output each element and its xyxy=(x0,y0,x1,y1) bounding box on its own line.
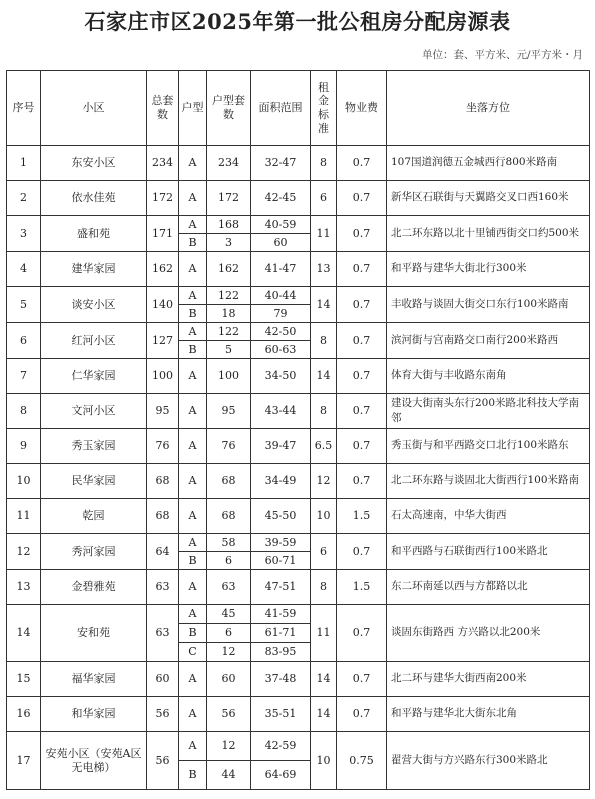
cell-type: A xyxy=(179,732,207,761)
table-row xyxy=(7,662,590,697)
cell-type-count: 44 xyxy=(207,761,251,790)
cell-name: 仁华家园 xyxy=(41,359,147,394)
header-address: 坐落方位 xyxy=(387,71,590,146)
cell-no: 2 xyxy=(7,181,41,216)
table-row xyxy=(7,499,590,534)
cell-area: 60-63 xyxy=(251,341,311,359)
cell-area: 83-95 xyxy=(251,643,311,662)
cell-name: 谈安小区 xyxy=(41,287,147,323)
header-fee: 物业费 xyxy=(337,71,387,146)
cell-type-count: 6 xyxy=(207,624,251,643)
cell-name: 秀玉家园 xyxy=(41,429,147,464)
cell-area: 34-50 xyxy=(251,359,311,394)
header-no: 序号 xyxy=(7,71,41,146)
cell-total: 140 xyxy=(147,287,179,323)
cell-type: A xyxy=(179,570,207,605)
cell-total: 56 xyxy=(147,732,179,790)
cell-address: 滨河街与宫南路交口南行200米路西 xyxy=(387,323,590,359)
cell-rent: 11 xyxy=(311,605,337,662)
cell-name: 东安小区 xyxy=(41,146,147,181)
cell-type-count: 68 xyxy=(207,464,251,499)
cell-fee: 0.7 xyxy=(337,429,387,464)
cell-no: 12 xyxy=(7,534,41,570)
cell-type-count: 3 xyxy=(207,234,251,252)
cell-type-count: 76 xyxy=(207,429,251,464)
cell-rent: 10 xyxy=(311,499,337,534)
cell-no: 9 xyxy=(7,429,41,464)
cell-address: 北二环与建华大街西南200米 xyxy=(387,662,590,697)
cell-type: A xyxy=(179,429,207,464)
cell-rent: 11 xyxy=(311,216,337,252)
header-type-count: 户型套数 xyxy=(207,71,251,146)
cell-name: 和华家园 xyxy=(41,697,147,732)
cell-rent: 6.5 xyxy=(311,429,337,464)
cell-type: A xyxy=(179,499,207,534)
cell-total: 95 xyxy=(147,394,179,429)
cell-name: 民华家园 xyxy=(41,464,147,499)
cell-type-count: 68 xyxy=(207,499,251,534)
cell-type-count: 95 xyxy=(207,394,251,429)
header-rent: 租金标准 xyxy=(311,71,337,146)
cell-type-count: 60 xyxy=(207,662,251,697)
cell-fee: 0.7 xyxy=(337,605,387,662)
cell-type-count: 5 xyxy=(207,341,251,359)
cell-address: 翟营大街与方兴路东行300米路北 xyxy=(387,732,590,790)
cell-address: 秀玉街与和平西路交口北行100米路东 xyxy=(387,429,590,464)
cell-area: 34-49 xyxy=(251,464,311,499)
cell-area: 32-47 xyxy=(251,146,311,181)
cell-name: 盛和苑 xyxy=(41,216,147,252)
cell-total: 127 xyxy=(147,323,179,359)
cell-address: 新华区石联街与天翼路交叉口西160米 xyxy=(387,181,590,216)
cell-type: A xyxy=(179,464,207,499)
cell-fee: 0.7 xyxy=(337,359,387,394)
cell-type: A xyxy=(179,359,207,394)
table-row xyxy=(7,146,590,181)
cell-address: 谈固东街路西 方兴路以北200米 xyxy=(387,605,590,662)
cell-name: 安苑小区（安苑A区无电梯） xyxy=(41,732,147,790)
cell-type-count: 56 xyxy=(207,697,251,732)
cell-area: 37-48 xyxy=(251,662,311,697)
cell-fee: 0.7 xyxy=(337,394,387,429)
unit-note: 单位：套、平方米、元/平方米・月 xyxy=(421,49,583,61)
cell-rent: 6 xyxy=(311,181,337,216)
cell-area: 60 xyxy=(251,234,311,252)
cell-rent: 14 xyxy=(311,697,337,732)
header-total: 总套数 xyxy=(147,71,179,146)
cell-area: 45-50 xyxy=(251,499,311,534)
table-row xyxy=(7,252,590,287)
cell-address: 体育大街与丰收路东南角 xyxy=(387,359,590,394)
cell-fee: 0.75 xyxy=(337,732,387,790)
cell-total: 76 xyxy=(147,429,179,464)
cell-type: B xyxy=(179,624,207,643)
cell-address: 和平路与建华北大街东北角 xyxy=(387,697,590,732)
cell-type-count: 122 xyxy=(207,287,251,305)
cell-fee: 0.7 xyxy=(337,662,387,697)
cell-fee: 0.7 xyxy=(337,287,387,323)
cell-total: 172 xyxy=(147,181,179,216)
cell-fee: 0.7 xyxy=(337,697,387,732)
cell-rent: 8 xyxy=(311,146,337,181)
cell-address: 107国道润德五金城西行800米路南 xyxy=(387,146,590,181)
cell-type-count: 6 xyxy=(207,552,251,570)
table-row xyxy=(7,323,590,341)
cell-rent: 10 xyxy=(311,732,337,790)
cell-area: 35-51 xyxy=(251,697,311,732)
cell-type-count: 58 xyxy=(207,534,251,552)
cell-type-count: 122 xyxy=(207,323,251,341)
cell-area: 47-51 xyxy=(251,570,311,605)
cell-no: 4 xyxy=(7,252,41,287)
cell-type: A xyxy=(179,252,207,287)
cell-total: 68 xyxy=(147,499,179,534)
cell-area: 42-50 xyxy=(251,323,311,341)
cell-fee: 0.7 xyxy=(337,323,387,359)
header-type: 户型 xyxy=(179,71,207,146)
cell-area: 61-71 xyxy=(251,624,311,643)
cell-no: 11 xyxy=(7,499,41,534)
cell-rent: 14 xyxy=(311,287,337,323)
cell-name: 依水佳苑 xyxy=(41,181,147,216)
cell-name: 文河小区 xyxy=(41,394,147,429)
cell-area: 40-59 xyxy=(251,216,311,234)
cell-fee: 0.7 xyxy=(337,534,387,570)
cell-type: C xyxy=(179,643,207,662)
cell-total: 56 xyxy=(147,697,179,732)
cell-total: 64 xyxy=(147,534,179,570)
cell-type: A xyxy=(179,605,207,624)
cell-area: 42-59 xyxy=(251,732,311,761)
cell-rent: 13 xyxy=(311,252,337,287)
cell-type-count: 45 xyxy=(207,605,251,624)
cell-name: 安和苑 xyxy=(41,605,147,662)
cell-fee: 1.5 xyxy=(337,570,387,605)
cell-no: 8 xyxy=(7,394,41,429)
cell-no: 15 xyxy=(7,662,41,697)
cell-address: 东二环南延以西与方都路以北 xyxy=(387,570,590,605)
table-row xyxy=(7,464,590,499)
cell-type: A xyxy=(179,534,207,552)
cell-fee: 0.7 xyxy=(337,252,387,287)
cell-area: 79 xyxy=(251,305,311,323)
cell-rent: 12 xyxy=(311,464,337,499)
cell-name: 红河小区 xyxy=(41,323,147,359)
cell-address: 北二环东路与谈固北大街西行100米路南 xyxy=(387,464,590,499)
cell-name: 金碧雅苑 xyxy=(41,570,147,605)
cell-fee: 0.7 xyxy=(337,181,387,216)
cell-area: 39-59 xyxy=(251,534,311,552)
cell-type: B xyxy=(179,761,207,790)
table-row xyxy=(7,216,590,234)
cell-rent: 8 xyxy=(311,323,337,359)
cell-type: B xyxy=(179,552,207,570)
cell-area: 41-59 xyxy=(251,605,311,624)
cell-address: 北二环东路以北十里铺西街交口约500米 xyxy=(387,216,590,252)
cell-no: 14 xyxy=(7,605,41,662)
cell-area: 64-69 xyxy=(251,761,311,790)
table-row xyxy=(7,570,590,605)
cell-fee: 1.5 xyxy=(337,499,387,534)
cell-fee: 0.7 xyxy=(337,146,387,181)
table-body xyxy=(7,146,590,790)
cell-type-count: 18 xyxy=(207,305,251,323)
cell-total: 68 xyxy=(147,464,179,499)
table-row xyxy=(7,394,590,429)
cell-name: 秀河家园 xyxy=(41,534,147,570)
cell-no: 17 xyxy=(7,732,41,790)
cell-fee: 0.7 xyxy=(337,464,387,499)
cell-type: A xyxy=(179,287,207,305)
cell-type-count: 162 xyxy=(207,252,251,287)
cell-type: B xyxy=(179,341,207,359)
cell-address: 丰收路与谈固大街交口东行100米路南 xyxy=(387,287,590,323)
table-header-row xyxy=(7,71,590,146)
cell-no: 3 xyxy=(7,216,41,252)
cell-type-count: 63 xyxy=(207,570,251,605)
page-title: 石家庄市区2025年第一批公租房分配房源表 xyxy=(84,9,511,34)
cell-type: A xyxy=(179,394,207,429)
cell-area: 42-45 xyxy=(251,181,311,216)
cell-no: 13 xyxy=(7,570,41,605)
cell-no: 16 xyxy=(7,697,41,732)
housing-table xyxy=(6,70,590,790)
cell-total: 63 xyxy=(147,605,179,662)
cell-total: 63 xyxy=(147,570,179,605)
table-row xyxy=(7,181,590,216)
header-area: 面积范围 xyxy=(251,71,311,146)
cell-type-count: 12 xyxy=(207,643,251,662)
table-row xyxy=(7,732,590,761)
cell-rent: 8 xyxy=(311,394,337,429)
cell-name: 乾园 xyxy=(41,499,147,534)
cell-area: 40-44 xyxy=(251,287,311,305)
cell-name: 建华家园 xyxy=(41,252,147,287)
cell-area: 39-47 xyxy=(251,429,311,464)
cell-type-count: 100 xyxy=(207,359,251,394)
cell-rent: 8 xyxy=(311,570,337,605)
cell-type: A xyxy=(179,697,207,732)
table-row xyxy=(7,287,590,305)
cell-type: A xyxy=(179,146,207,181)
cell-address: 和平路与建华大街北行300米 xyxy=(387,252,590,287)
table-row xyxy=(7,605,590,624)
cell-type: A xyxy=(179,216,207,234)
cell-type: A xyxy=(179,323,207,341)
header-name: 小区 xyxy=(41,71,147,146)
cell-no: 10 xyxy=(7,464,41,499)
cell-total: 100 xyxy=(147,359,179,394)
cell-no: 1 xyxy=(7,146,41,181)
table-row xyxy=(7,429,590,464)
table-row xyxy=(7,534,590,552)
cell-rent: 6 xyxy=(311,534,337,570)
cell-total: 60 xyxy=(147,662,179,697)
cell-no: 7 xyxy=(7,359,41,394)
cell-type: A xyxy=(179,181,207,216)
cell-total: 162 xyxy=(147,252,179,287)
cell-type-count: 234 xyxy=(207,146,251,181)
cell-type-count: 168 xyxy=(207,216,251,234)
cell-no: 5 xyxy=(7,287,41,323)
cell-area: 43-44 xyxy=(251,394,311,429)
cell-address: 建设大街南头东行200米路北科技大学南邻 xyxy=(387,394,590,429)
cell-no: 6 xyxy=(7,323,41,359)
cell-fee: 0.7 xyxy=(337,216,387,252)
table-row xyxy=(7,359,590,394)
table-row xyxy=(7,697,590,732)
cell-address: 和平西路与石联街西行100米路北 xyxy=(387,534,590,570)
cell-type-count: 172 xyxy=(207,181,251,216)
cell-address: 石太高速南，中华大街西 xyxy=(387,499,590,534)
cell-type-count: 12 xyxy=(207,732,251,761)
cell-rent: 14 xyxy=(311,662,337,697)
cell-area: 60-71 xyxy=(251,552,311,570)
cell-type: A xyxy=(179,662,207,697)
cell-total: 171 xyxy=(147,216,179,252)
cell-type: B xyxy=(179,305,207,323)
cell-total: 234 xyxy=(147,146,179,181)
cell-type: B xyxy=(179,234,207,252)
cell-name: 福华家园 xyxy=(41,662,147,697)
cell-area: 41-47 xyxy=(251,252,311,287)
cell-rent: 14 xyxy=(311,359,337,394)
